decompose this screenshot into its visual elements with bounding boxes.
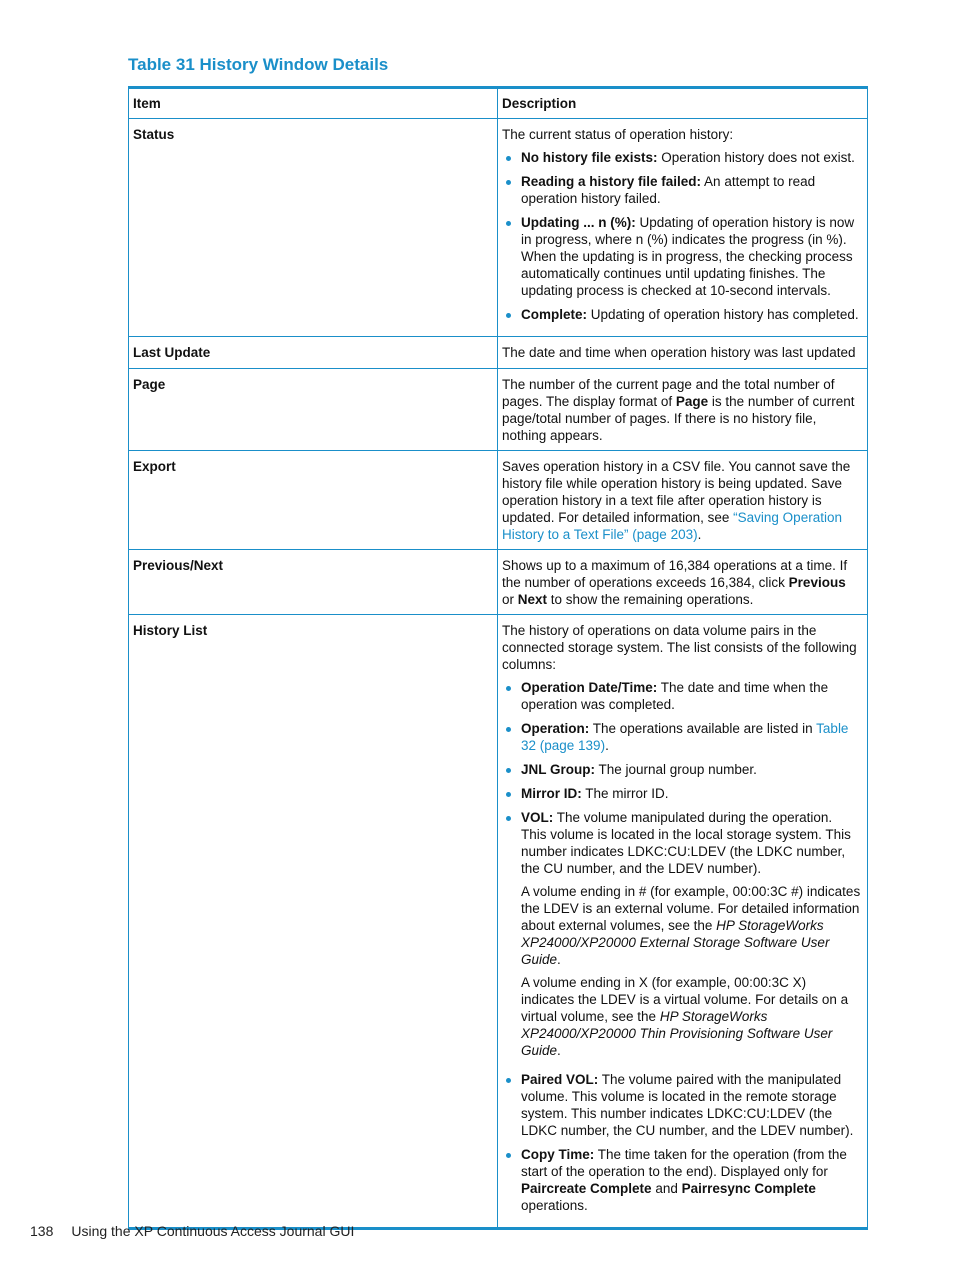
external-volume-note: A volume ending in # (for example, 00:00:3C #) indicates the LDEV is an external volume. For detailed information about external volumes, see the HP StorageWorks XP24000/XP20000 External Storage Software User Guide.	[521, 884, 861, 967]
footer-title: Using the XP Continuous Access Journal GUI	[71, 1223, 355, 1239]
list-item: Reading a history file failed: An attempt to read operation history failed.	[521, 173, 861, 207]
desc-last-update: The date and time when operation history was last updated	[498, 337, 868, 369]
desc-history-list: The history of operations on data volume pairs in the connected storage system. The list consists of the following columns: Operation Date/Time: The date and time when the operation was completed. Operation: The operations available are listed in Table 32 (page 139). JNL Group: The journal group number. Mirror ID: The mirror ID. VOL: The volume manipulated during the operation. This volume is located in the local storage system. This number indicates LDKC:CU:LDEV (the LDKC number, the CU number, and the LDEV number). A volume ending in # (for example, 00:00:3C #) indicates the LDEV is an external volume. For detailed information about external volumes, see the HP StorageWorks XP24000/XP20000 External Storage Software User Guide. A volume ending in X (for example, 00:00:3C X) indicates the LDEV is a virtual volume. For details on a virtual volume, see the HP StorageWorks XP24000/XP20000 Thin Provisioning Software User Guide. Paired VOL: The volume paired with the manipulated volume. This volume is located in the remote storage system. This number indicates LDKC:CU:LDEV (the LDKC number, the CU number, and the LDEV number). Copy Time: The time taken for the operation (from the start of the operation to the end). Displayed only for Paircreate Complete and Pairresync Complete operations.	[498, 615, 868, 1229]
status-list	[502, 149, 861, 323]
list-item: Paired VOL: The volume paired with the manipulated volume. This volume is located in the remote storage system. This number indicates LDKC:CU:LDEV (the LDKC number, the CU number, and the LDEV number).	[521, 1071, 861, 1139]
item-previous-next: Previous/Next	[129, 550, 498, 615]
list-item: JNL Group: The journal group number.	[521, 761, 861, 778]
table-row	[129, 369, 868, 451]
table-row	[129, 119, 868, 337]
header-item: Item	[129, 88, 498, 119]
list-item: Copy Time: The time taken for the operation (from the start of the operation to the end). Displayed only for Paircreate Complete and Pairresync Complete operations.	[521, 1146, 861, 1214]
item-status: Status	[129, 119, 498, 337]
list-item: No history file exists: Operation history does not exist.	[521, 149, 861, 166]
desc-status: The current status of operation history: No history file exists: Operation history does not exist. Reading a history file failed: An attempt to read operation history failed. Updating ... n (%): Updating of operation history is now in progress, where n (%) indicates the progress (in %). When the updating is in progress, the checking process automatically continues until updating finishes. The updating process is checked at 10-second intervals. Complete: Updating of operation history has completed.	[498, 119, 868, 337]
table-row	[129, 451, 868, 550]
item-history-list: History List	[129, 615, 498, 1229]
item-page: Page	[129, 369, 498, 451]
desc-export: Saves operation history in a CSV file. You cannot save the history file while operation history is being updated. Save operation history in a text file after operation history is updated. For detailed information, see “Saving Operation History to a Text File” (page 203).	[498, 451, 868, 550]
item-last-update: Last Update	[129, 337, 498, 369]
list-item: Updating ... n (%): Updating of operation history is now in progress, where n (%) indicates the progress (in %). When the updating is in progress, the checking process automatically continues until updating finishes. The updating process is checked at 10-second intervals.	[521, 214, 861, 299]
item-export: Export	[129, 451, 498, 550]
table-32-link[interactable]: Table 32 (page 139)	[521, 721, 849, 753]
page-footer	[30, 1223, 372, 1239]
virtual-volume-note: A volume ending in X (for example, 00:00:3C X) indicates the LDEV is a virtual volume. For details on a virtual volume, see the HP StorageWorks XP24000/XP20000 Thin Provisioning Software User Guide.	[521, 975, 849, 1058]
list-item: Mirror ID: The mirror ID.	[521, 785, 861, 802]
list-item: Operation Date/Time: The date and time when the operation was completed.	[521, 679, 861, 713]
history-window-details-table	[128, 86, 868, 1230]
list-item: Complete: Updating of operation history has completed.	[521, 306, 861, 323]
table-header-row	[129, 88, 868, 119]
desc-previous-next: Shows up to a maximum of 16,384 operations at a time. If the number of operations exceeds 16,384, click Previous or Next to show the remaining operations.	[498, 550, 868, 615]
page-number: 138	[30, 1223, 54, 1239]
desc-page: The number of the current page and the total number of pages. The display format of Page is the number of current page/total number of pages. If there is no history file, nothing appears.	[498, 369, 868, 451]
history-columns-list	[502, 679, 861, 1214]
table-row	[129, 337, 868, 369]
list-item: Operation: The operations available are listed in Table 32 (page 139).	[521, 720, 861, 754]
table-row	[129, 550, 868, 615]
list-item: VOL: The volume manipulated during the operation. This volume is located in the local storage system. This number indicates LDKC:CU:LDEV (the LDKC number, the CU number, and the LDEV number). A volume ending in # (for example, 00:00:3C #) indicates the LDEV is an external volume. For detailed information about external volumes, see the HP StorageWorks XP24000/XP20000 External Storage Software User Guide. A volume ending in X (for example, 00:00:3C X) indicates the LDEV is a virtual volume. For details on a virtual volume, see the HP StorageWorks XP24000/XP20000 Thin Provisioning Software User Guide.	[521, 810, 861, 1058]
saving-operation-history-link[interactable]: “Saving Operation History to a Text File” (page 203)	[502, 510, 842, 542]
table-caption: Table 31 History Window Details	[128, 55, 389, 74]
header-description: Description	[498, 88, 868, 119]
table-row	[129, 615, 868, 1229]
